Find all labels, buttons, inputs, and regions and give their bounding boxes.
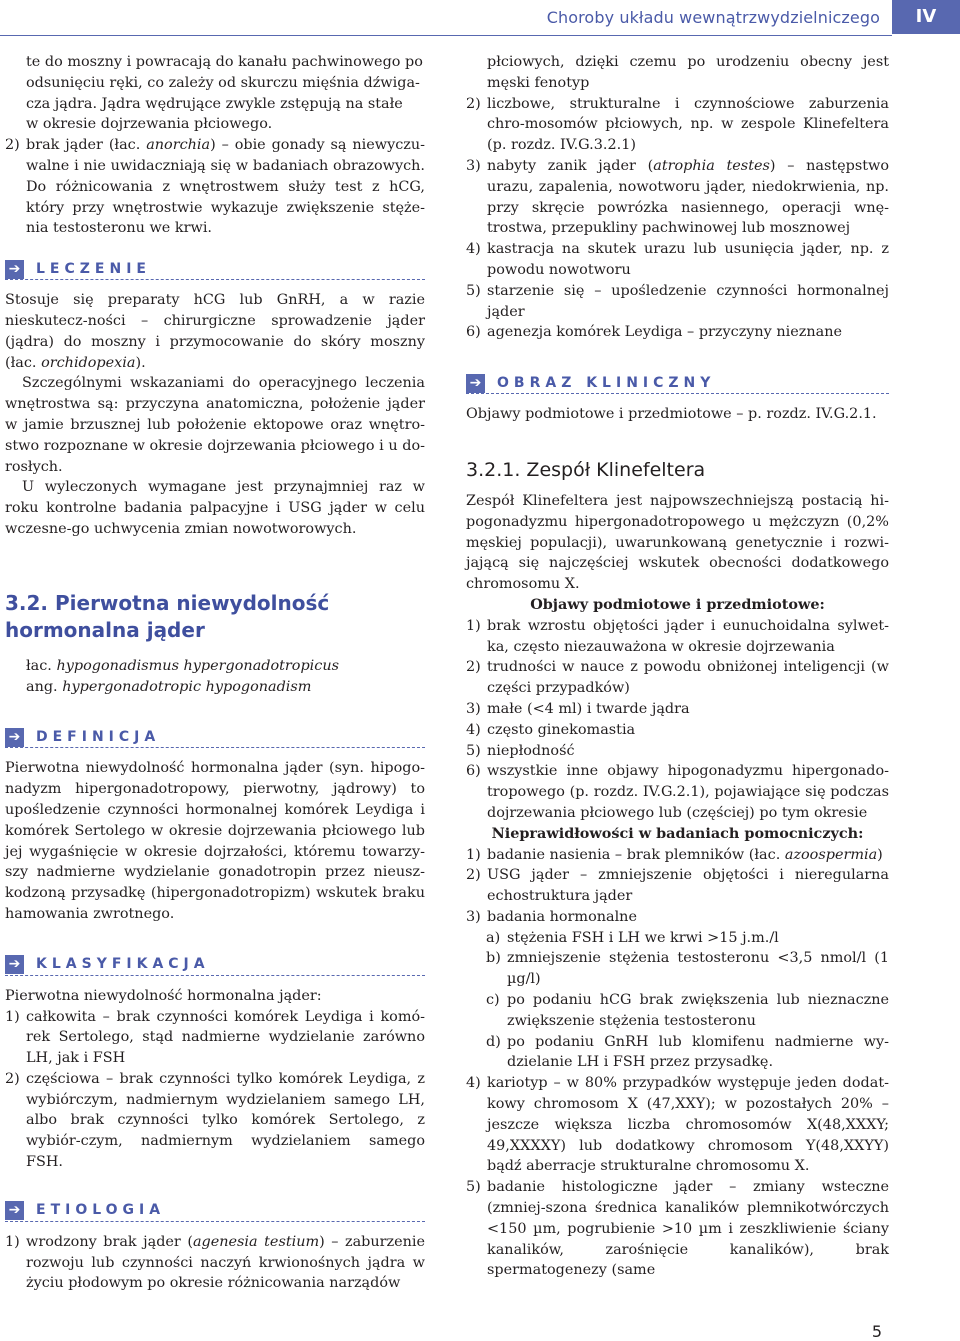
paragraph: Zespół Klinefeltera jest najpowszechniejszą postacią hi-pogonadyzmu hipergonadotropowego u mężczyzn (0,2% męskiej populacji), uwarunkowaną genetycznie i rozwi-jającą się najczęściej wskutek obecności dodatkowego chromosomu X. — [466, 492, 889, 593]
item-text: trudności w nauce z powodu obniżonej inteligencji (w części przypadków) — [487, 659, 889, 697]
intro-line: cza jądra. Jądra wędrujące zwykle zstępują na stałe — [26, 95, 403, 112]
sub-list-item — [466, 1032, 889, 1074]
item-number: 2) — [466, 95, 481, 112]
subheading: Nieprawidłowości w badaniach pomocniczych: — [491, 824, 864, 842]
page-header — [0, 0, 960, 38]
item-number: 1) — [5, 1008, 20, 1025]
paragraph: Szczególnymi wskazaniami do operacyjnego leczenia wnętrostwa są: przyczyna anatomiczna, położenie jąder w jamie brzusznej lub położenie ektopowe oraz wnętro-stwo rozpoznane w okresie dojrzewania płciowego i u do-rosłych. — [5, 375, 425, 475]
item-number: 6) — [466, 324, 481, 341]
intro-continuation — [5, 52, 425, 135]
section-label: LECZENIE — [36, 260, 151, 277]
sub-list-item — [466, 948, 889, 990]
paragraph-text: Stosuje się preparaty hCG lub GnRH, a w razie nieskutecz-ności – chirurgiczne sprowadzenie jąder (jądra) do moszny i przymocowanie do skóry moszny (łac. — [5, 292, 425, 371]
item-number: 4) — [466, 721, 481, 738]
item-text: nabyty zanik jąder ( — [487, 157, 654, 174]
list-item — [466, 1073, 889, 1177]
latin-term: orchidopexia — [41, 354, 136, 371]
hormone-tests-list — [466, 928, 889, 1074]
item-text: kastracja na skutek urazu lub usunięcia jąder, np. z powodu nowotworu — [487, 241, 889, 278]
item-text: ) – zaburzenie rozwoju lub czynności naczyń krwionośnych jądra w życiu płodowym po okresie różnicowania narządów — [26, 1233, 425, 1292]
anorchia-item — [5, 135, 425, 239]
item-number: 5) — [466, 742, 481, 759]
item-text: zmniejszenie stężenia testosteronu <3,5 nmol/l (1 µg/l) — [507, 950, 889, 988]
list-item — [466, 761, 889, 823]
item-number: 3) — [466, 908, 481, 925]
item-text: starzenie się – upośledzenie czynności hormonalnej jąder — [487, 282, 889, 320]
item-number: 3) — [466, 700, 481, 717]
item-text: badanie histologiczne jąder – zmiany wsteczne (zmniej-szona średnica kanalików plemnikotwórczych <150 µm, pogrubienie >10 µm i zeszkliwienie ściany kanalików, zarośnięcie kanalików), brak spermatogenezy (same — [487, 1179, 889, 1279]
section-heading-klasyfikacja — [5, 955, 425, 975]
intro-line: odsunięciu ręki, co zależy od skurczu mięśnia dźwiga- — [26, 74, 420, 91]
item-number: 1) — [466, 617, 481, 634]
sub-list-item — [466, 990, 889, 1032]
subsection-title: 3.2.1. Zespół Klinefeltera — [466, 458, 706, 481]
arrow-right-icon: ➔ — [5, 955, 24, 974]
item-text: ) — [877, 846, 883, 863]
right-column — [466, 52, 889, 1281]
left-column — [5, 52, 425, 1294]
list-item — [466, 239, 889, 281]
etiology-list-cont — [466, 94, 889, 344]
item-text: całkowita – brak czynności komórek Leydiga i komó-rek Sertolego, stąd nadmierne wydzielanie zarówno LH, jak i FSH — [26, 1008, 425, 1067]
item-number: 5) — [466, 1179, 481, 1196]
item-text: wszystkie inne objawy hipogonadyzmu hipergonado-tropowego (p. rozdz. IV.G.2.1), pojawiające się podczas dojrzewania płciowego lub (częściej) po tym okresie — [487, 763, 889, 821]
item-letter: d) — [486, 1033, 501, 1050]
item-number: 2) — [466, 659, 481, 676]
list-item — [5, 135, 425, 239]
section-label: ETIOLOGIA — [36, 1202, 166, 1219]
item-text: ) – obie gonady są niewyczu-walne i nie uwidaczniają się w badaniach obrazowych. Do różnicowania z wnętrostwem służy test z hCG, który przy wnętrostwie wykazuje zwiększenie stęże-nia testosteronu we krwi. — [26, 137, 425, 237]
subheading: Objawy podmiotowe i przedmiotowe: — [530, 595, 825, 613]
running-title: Choroby układu wewnątrzwydzielniczego — [546, 8, 880, 27]
arrow-right-icon: ➔ — [466, 374, 485, 393]
item-number: 2) — [466, 867, 481, 884]
chapter-badge: IV — [892, 0, 960, 34]
section-heading-etiologia — [5, 1201, 425, 1221]
item-text: badanie nasienia – brak plemników (łac. — [487, 846, 785, 863]
item-letter: a) — [486, 929, 501, 946]
paragraph: Objawy podmiotowe i przedmiotowe – p. rozdz. IV.G.2.1. — [466, 406, 877, 423]
latin-term: azoospermia — [784, 846, 878, 863]
item-number: 4) — [466, 1075, 481, 1092]
paragraph: Pierwotna niewydolność hormonalna jąder: — [5, 987, 322, 1004]
arrow-right-icon: ➔ — [5, 1201, 24, 1220]
latin-term: agenesia testium — [192, 1233, 320, 1250]
list-item — [466, 1177, 889, 1281]
english-term: hypergonadotropic hypogonadism — [62, 678, 312, 695]
header-rule — [0, 35, 892, 36]
item-text: brak jąder (łac. — [26, 137, 147, 154]
latin-name — [26, 656, 425, 677]
item-text: kariotyp – w 80% przypadków występuje jeden dodat-kowy chromosom X (47,XXY); w pozostałych 20% – jeszcze większa liczba chromosomów X(48,XXXY; 49,XXXXY) lub dodatkowy chromosom Y(48,XXYY) bądź aberracje strukturalne chromosomu X. — [487, 1075, 889, 1175]
arrow-right-icon: ➔ — [5, 260, 24, 279]
item-text: po podaniu GnRH lub klomifenu nadmierne wy-dzielanie LH i FSH przez przysadkę. — [507, 1033, 889, 1071]
tests-list-cont — [466, 1073, 889, 1281]
etiology-list — [5, 1232, 425, 1294]
item-letter: c) — [486, 992, 500, 1009]
page-number: 5 — [871, 1322, 882, 1341]
item-number: 2) — [5, 137, 20, 154]
item-text: USG jąder – zmniejszenie objętości i nieregularna echostruktura jąder — [487, 867, 889, 905]
section-heading-definicja — [5, 727, 425, 747]
title-line: hormonalna jąder — [5, 617, 205, 642]
list-item — [5, 1007, 425, 1069]
symptoms-list — [466, 616, 889, 824]
section-heading-obraz-kliniczny — [466, 373, 889, 393]
list-item — [5, 1069, 425, 1173]
synonyms — [5, 656, 425, 698]
item-text: liczbowe, strukturalne i czynnościowe zaburzenia chro-mosomów płciowych, np. w zespole Klinefeltera (p. rozdz. IV.G.3.2.1) — [487, 95, 889, 154]
paragraph — [5, 290, 425, 373]
list-item — [5, 1232, 425, 1294]
list-item — [466, 156, 889, 239]
section-label: OBRAZ KLINICZNY — [497, 374, 716, 391]
intro-line: te do moszny i powracają do kanału pachwinowego po — [26, 54, 423, 70]
item-text: brak wzrostu objętości jąder i eunuchoidalna sylwet-ka, często niezauważona w okresie dojrzewania — [487, 617, 889, 655]
item-text: po podaniu hCG brak zwiększenia lub nieznaczne zwiększenie stężenia testosteronu — [507, 992, 889, 1029]
list-item — [466, 657, 889, 699]
item-text: częściowa – brak czynności tylko komórek Leydiga, z wybiórczym, nadmiernym wydzielaniem samego LH, albo brak czynności tylko komórek Sertolego, z wybiór-czym, nadmiernym wydzielaniem samego FSH. — [26, 1070, 425, 1171]
sub-list-item — [466, 928, 889, 949]
section-heading-leczenie — [5, 259, 425, 279]
item-number: 3) — [466, 157, 481, 174]
item-number: 2) — [5, 1070, 20, 1087]
arrow-right-icon: ➔ — [5, 728, 24, 747]
item-text: ) – następstwo urazu, zapalenia, nowotworu jąder, niedokrwienia, np. przy skręcie powrózka nasiennego, operacji wnę-trostwa, przepukliny pachwinowej lub mosznowej — [487, 157, 890, 237]
lang-prefix: ang. — [26, 678, 63, 695]
item-text: wrodzony brak jąder ( — [26, 1233, 193, 1250]
item-text: często ginekomastia — [487, 721, 636, 738]
intro-line: w okresie dojrzewania płciowego. — [26, 116, 273, 133]
list-item — [466, 845, 889, 866]
latin-term: anorchia — [146, 137, 211, 154]
item-text: badania hormonalne — [487, 908, 637, 925]
tests-list — [466, 845, 889, 928]
list-item — [466, 699, 889, 720]
section-label: KLASYFIKACJA — [36, 956, 210, 973]
item-text: małe (<4 ml) i twarde jądra — [487, 700, 690, 717]
item-number: 4) — [466, 241, 481, 258]
lang-prefix: łac. — [26, 657, 57, 674]
paragraph-text: ). — [135, 354, 146, 371]
item-number: 6) — [466, 763, 481, 780]
list-item — [466, 616, 889, 658]
list-item — [466, 865, 889, 907]
list-item — [466, 281, 889, 323]
item-text: agenezja komórek Leydiga – przyczyny nieznane — [487, 324, 842, 341]
latin-term: atrophia testes — [653, 157, 770, 174]
item-number: 1) — [466, 846, 481, 863]
list-item — [466, 741, 889, 762]
list-item — [466, 322, 889, 343]
paragraph: U wyleczonych wymagane jest przynajmniej raz w roku kontrolne badania palpacyjne i USG jąder w celu wczesne-go uchwycenia zmian nowotworowych. — [5, 479, 425, 537]
section-label: DEFINICJA — [36, 728, 161, 745]
etiology-continuation: płciowych, dzięki czemu po urodzeniu obecny jest męski fenotyp — [487, 54, 889, 91]
list-item — [466, 907, 889, 928]
item-text: stężenia FSH i LH we krwi >15 j.m./l — [507, 929, 779, 946]
item-number: 5) — [466, 282, 481, 299]
title-line: 3.2. Pierwotna niewydolność — [5, 590, 330, 615]
list-item — [466, 94, 889, 156]
classification-list — [5, 1007, 425, 1173]
item-letter: b) — [486, 950, 501, 967]
english-name — [26, 677, 425, 698]
latin-term: hypogonadismus hypergonadotropicus — [56, 657, 339, 674]
section-title — [5, 590, 425, 644]
item-number: 1) — [5, 1233, 20, 1250]
item-text: niepłodność — [487, 742, 575, 759]
paragraph: Pierwotna niewydolność hormonalna jąder (syn. hipogo-nadyzm hipergonadotropowy, pierwotny, jądrowy) to upośledzenie czynności hormonalnej komórek Leydiga i komórek Sertolego w okresie dojrzewania płciowego lub jej wygaśnięcie w okresie dojrzałości, któremu towarzy-szy nadmierne wydzielanie gonadotropin przez nieusz-kodzoną przysadkę (hipergonadotropizm) wskutek braku hamowania zwrotnego. — [5, 760, 425, 922]
list-item — [466, 720, 889, 741]
